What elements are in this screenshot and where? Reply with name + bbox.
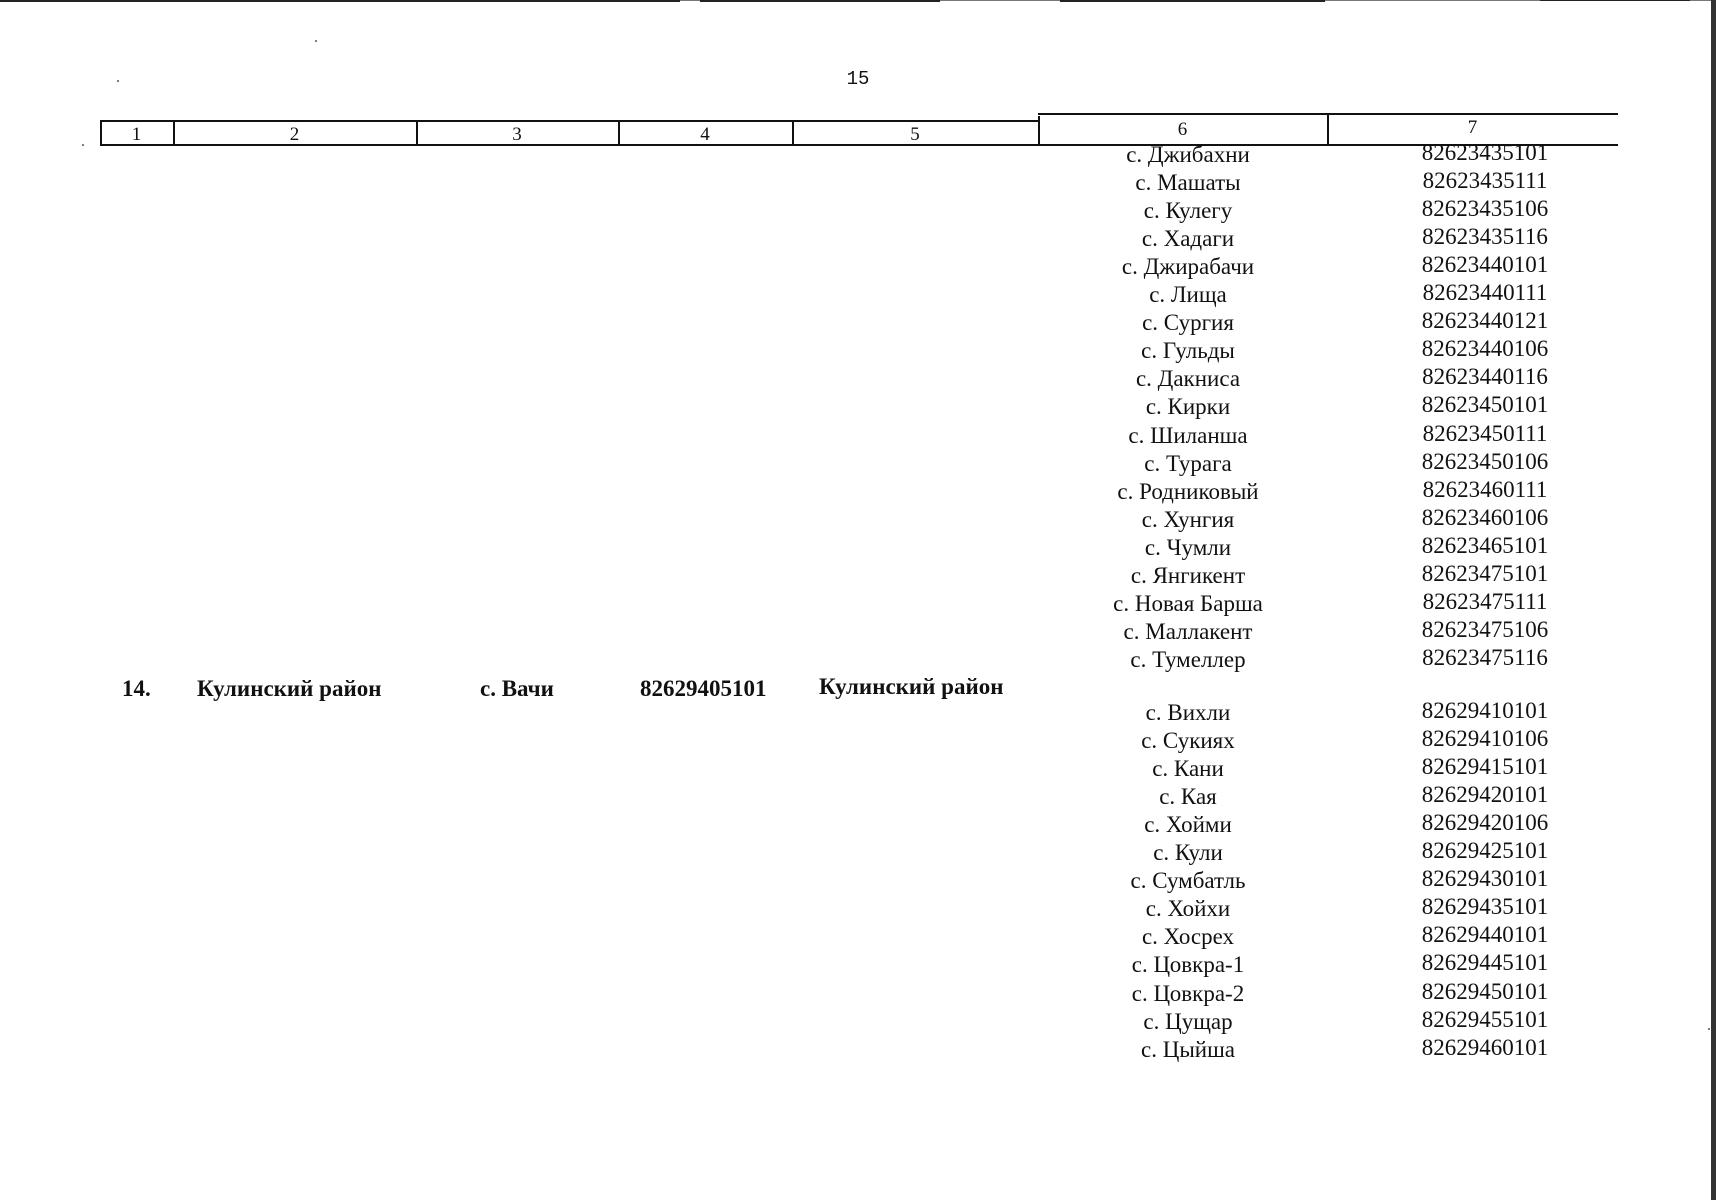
header-col-4: 4 (700, 124, 710, 145)
settlement-name: с. Вихли (1145, 700, 1231, 725)
settlement-name: с. Лища (1149, 282, 1227, 308)
settlement-code: 82623475111 (1422, 588, 1548, 614)
settlement-code: 82623460106 (1421, 504, 1549, 530)
settlement-code: 82623440101 (1421, 252, 1549, 278)
settlement-name: с. Шиланша (1128, 422, 1248, 448)
settlement-code: 82629445101 (1421, 950, 1549, 976)
settlement-name: с. Кани (1152, 756, 1224, 782)
settlement-code: 82623460111 (1422, 476, 1548, 502)
settlement-name: с. Новая Барша (1113, 590, 1263, 616)
settlement-code: 82629450101 (1421, 978, 1549, 1004)
settlement-name: с. Хойхи (1145, 896, 1231, 922)
settlement-code: 82623440106 (1421, 336, 1549, 362)
settlement-code: 82629460101 (1421, 1034, 1549, 1060)
settlement-name: с. Гульды (1141, 338, 1235, 364)
settlement-code: 82629420106 (1421, 810, 1549, 836)
settlement-code: 82629430101 (1421, 866, 1549, 892)
settlement-code: 82623435106 (1421, 196, 1549, 222)
settlement-name: с. Хосрех (1141, 924, 1235, 950)
settlement-name: с. Дакниса (1135, 366, 1241, 392)
entry-district: Кулинский район (197, 676, 382, 701)
header-col-6: 6 (1177, 119, 1188, 140)
settlement-code: 82623475106 (1421, 616, 1549, 642)
settlement-code: 82623440121 (1421, 308, 1549, 334)
settlement-code: 82629440101 (1421, 922, 1549, 948)
settlement-code: 82623465101 (1421, 532, 1549, 558)
entry-center-code: 82629405101 (640, 676, 767, 701)
settlement-name: с. Сумбатль (1130, 868, 1246, 894)
header-col-2: 2 (289, 124, 300, 145)
settlement-name: с. Кирки (1145, 394, 1231, 420)
settlement-code: 82623450111 (1422, 420, 1548, 446)
settlement-code: 82623435116 (1422, 224, 1548, 250)
settlement-code: 82629425101 (1421, 838, 1549, 864)
settlement-name: с. Сургия (1142, 310, 1234, 336)
settlement-code: 82629420101 (1421, 782, 1549, 808)
settlement-code: 82623450106 (1421, 448, 1549, 474)
settlement-code: 82629435101 (1421, 894, 1549, 920)
settlement-name: с. Сукиях (1141, 728, 1235, 754)
header-col-1: 1 (131, 124, 142, 145)
settlement-code: 82623440111 (1422, 280, 1548, 306)
settlement-name: с. Джибахни (1126, 142, 1250, 167)
settlement-name: с. Родниковый (1117, 478, 1259, 504)
header-col-3: 3 (512, 124, 522, 145)
header-col-5: 5 (910, 124, 920, 145)
settlement-code: 82623435101 (1421, 140, 1549, 165)
entry-center: с. Вачи (480, 676, 554, 701)
settlement-name: с. Турага (1144, 450, 1232, 476)
settlement-name: с. Цовкра-2 (1131, 980, 1245, 1006)
settlement-name: с. Хунгия (1141, 506, 1235, 532)
settlement-name: с. Машаты (1135, 170, 1241, 196)
settlement-name: с. Джирабачи (1121, 254, 1255, 280)
settlement-name: с. Маллакент (1123, 618, 1253, 644)
settlement-name: с. Кули (1153, 840, 1223, 866)
settlement-code: 82629455101 (1421, 1006, 1549, 1032)
entry-number: 14. (122, 676, 151, 701)
settlement-name: с. Хадаги (1141, 226, 1235, 252)
settlement-code: 82623435111 (1422, 168, 1548, 194)
settlement-code: 82629415101 (1421, 754, 1549, 780)
header-col-7: 7 (1467, 117, 1478, 138)
settlement-name: с. Тумеллер (1130, 646, 1246, 672)
settlement-name: с. Цыйша (1141, 1036, 1235, 1062)
settlement-name: с. Чумли (1144, 534, 1232, 560)
settlement-name: с. Хойми (1144, 812, 1232, 838)
settlement-name: с. Кая (1159, 784, 1217, 810)
settlement-name: с. Янгикент (1130, 562, 1246, 588)
settlement-code: 82629410106 (1421, 726, 1549, 752)
settlement-code: 82623450101 (1421, 392, 1549, 418)
settlement-name: с. Цовкра-1 (1131, 952, 1245, 978)
settlement-code: 82623475116 (1422, 644, 1548, 670)
settlement-code: 82623440116 (1422, 364, 1548, 390)
settlement-code: 82629410101 (1421, 698, 1549, 723)
settlement-name: с. Кулегу (1143, 198, 1233, 224)
entry-municipality: Кулинский район (819, 674, 1004, 699)
page-number: 15 (846, 68, 870, 90)
settlement-code: 82623475101 (1421, 560, 1549, 586)
settlement-name: с. Цущар (1143, 1008, 1233, 1034)
